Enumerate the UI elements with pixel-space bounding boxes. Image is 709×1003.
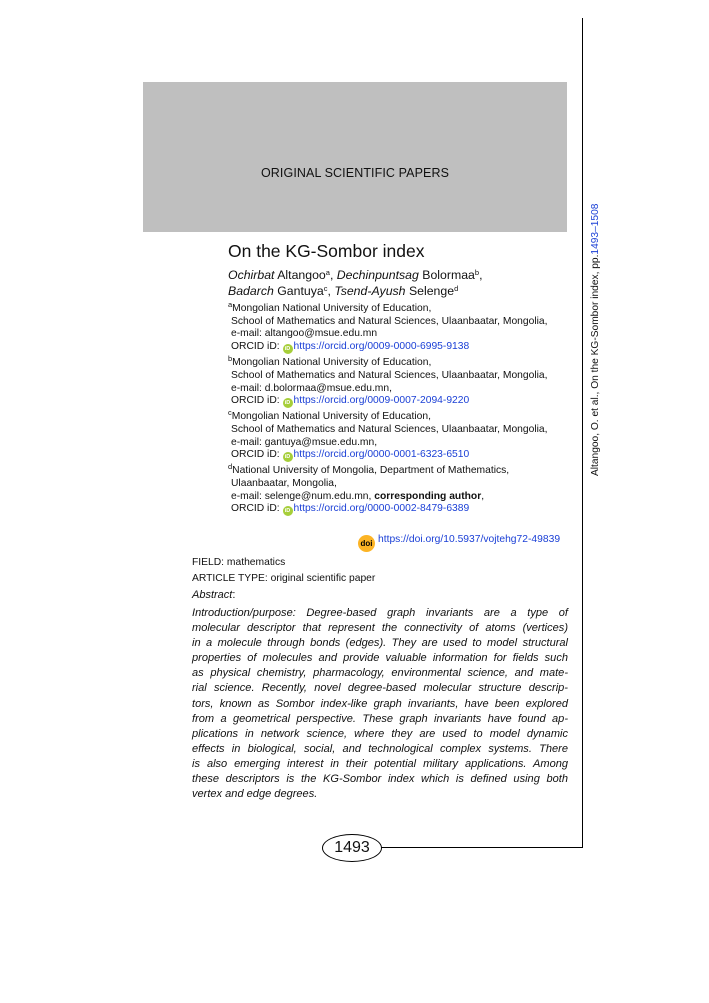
paper-title: On the KG-Sombor index <box>228 241 425 261</box>
affil-address: School of Mathematics and Natural Sciences, Ulaanbaatar, Mongolia, <box>231 315 548 327</box>
author-last-name: Selenge <box>405 284 455 298</box>
author-separator: , <box>327 284 335 298</box>
abstract-line: tors, known as Sombor index-like graph invariants, have been explored <box>192 697 568 710</box>
abstract-line: Introduction/purpose: Degree-based graph invariants are a type of <box>192 607 568 619</box>
author-separator: , <box>329 268 337 282</box>
author-separator: , <box>479 268 483 282</box>
affil-institution: Mongolian National University of Education, <box>232 303 432 314</box>
orcid-label: ORCID iD: <box>231 449 283 461</box>
author-first-name: Ochirbat <box>228 268 275 282</box>
abstract-heading-colon: : <box>232 589 236 601</box>
affil-marker: b <box>228 354 233 364</box>
author-line-2 <box>228 283 482 299</box>
affiliation-b <box>228 354 573 408</box>
orcid-icon: iD <box>283 452 293 462</box>
article-type-label: ARTICLE TYPE: original scientific paper <box>192 572 376 584</box>
author-last-name: Altangoo <box>274 268 326 282</box>
page-number: 1493 <box>322 834 382 862</box>
affil-institution: Mongolian National University of Education, <box>232 357 432 369</box>
running-head <box>590 76 602 476</box>
abstract-body <box>192 606 568 802</box>
author-list <box>228 267 482 299</box>
author-last-name: Gantuya <box>273 284 324 298</box>
author-affil-marker: d <box>454 284 459 293</box>
abstract-line: effects in biological, social, and technological complex systems. There <box>192 742 568 755</box>
affiliation-c <box>228 408 573 462</box>
affil-institution: National University of Mongolia, Department of Mathematics, <box>232 465 510 477</box>
orcid-label: ORCID iD: <box>231 503 283 515</box>
affil-marker: c <box>228 408 232 418</box>
affil-institution: Mongolian National University of Education, <box>231 411 431 423</box>
orcid-link[interactable]: https://orcid.org/0009-0007-2094-9220 <box>293 395 470 407</box>
doi-link[interactable]: https://doi.org/10.5937/vojtehg72-49839 <box>378 534 561 545</box>
affil-email[interactable]: e-mail: d.bolormaa@msue.edu.mn, <box>231 382 392 394</box>
page-number-rule <box>381 847 583 848</box>
affil-email[interactable]: e-mail: selenge@num.edu.mn, <box>231 490 375 502</box>
running-head-text: Altangoo, O. et al., On the KG-Sombor index, pp. <box>590 254 601 476</box>
abstract-heading <box>192 589 235 601</box>
author-first-name: Dechinpuntsag <box>336 268 419 282</box>
affil-address: Ulaanbaatar, Mongolia, <box>231 478 337 490</box>
field-label: FIELD: mathematics <box>192 557 286 568</box>
doi-line <box>358 534 560 552</box>
abstract-line: from a geometrical perspective. These graph invariants have found ap- <box>192 712 568 725</box>
orcid-link[interactable]: https://orcid.org/0009-0000-6995-9138 <box>293 341 470 353</box>
doi-icon: doi <box>358 535 375 552</box>
affil-marker: a <box>228 300 233 309</box>
abstract-line: rial science. Recently, novel degree-based molecular structure descrip- <box>192 682 568 695</box>
abstract-line: these descriptors is the KG-Sombor index which is defined using both <box>192 773 568 786</box>
affil-email[interactable]: e-mail: altangoo@msue.edu.mn <box>231 328 378 340</box>
author-first-name: Tsend-Ayush <box>334 284 406 298</box>
abstract-line: in a molecule through bonds (edges). They are used to model structural <box>192 637 568 650</box>
section-banner <box>143 82 567 232</box>
author-first-name: Badarch <box>228 284 274 298</box>
affil-marker: d <box>228 462 233 472</box>
abstract-heading-text: Abstract <box>192 589 233 601</box>
affil-address: School of Mathematics and Natural Sciences, Ulaanbaatar, Mongolia, <box>231 369 548 381</box>
author-last-name: Bolormaa <box>418 268 475 282</box>
margin-rule <box>582 18 583 848</box>
article-meta <box>192 555 375 586</box>
orcid-icon: iD <box>283 506 293 516</box>
author-line-1 <box>228 267 482 283</box>
running-head-pages[interactable]: 1493–1508 <box>590 203 601 255</box>
orcid-label: ORCID iD: <box>231 395 283 407</box>
affiliations <box>228 300 573 519</box>
orcid-link[interactable]: https://orcid.org/0000-0001-6323-6510 <box>293 449 470 461</box>
author-affil-marker: c <box>323 284 328 293</box>
corresponding-author-label: corresponding author <box>374 490 482 502</box>
abstract-line: plications in network science, where they are used to model dynamic <box>192 727 568 740</box>
abstract-line: vertex and edge degrees. <box>192 788 318 801</box>
orcid-link[interactable]: https://orcid.org/0000-0002-8479-6389 <box>293 503 470 515</box>
author-affil-marker: b <box>474 268 480 277</box>
abstract-line: as physical chemistry, pharmacology, environmental science, and mate- <box>192 667 568 680</box>
affiliation-d <box>228 462 573 516</box>
section-banner-text: ORIGINAL SCIENTIFIC PAPERS <box>260 166 450 180</box>
affil-address: School of Mathematics and Natural Sciences, Ulaanbaatar, Mongolia, <box>231 423 548 435</box>
orcid-label: ORCID iD: <box>231 341 283 353</box>
orcid-icon: iD <box>283 398 293 408</box>
author-affil-marker: a <box>325 268 330 277</box>
affiliation-a <box>228 300 573 354</box>
affil-email[interactable]: e-mail: gantuya@msue.edu.mn, <box>231 436 378 448</box>
abstract-line: properties of molecules and provide valuable information for fields such <box>192 652 568 665</box>
abstract-line: molecular descriptor that represent the connectivity of atoms (vertices) <box>192 622 568 635</box>
orcid-icon: iD <box>283 344 293 354</box>
abstract-line: is also emerging interest in their potential military applications. Among <box>192 757 568 770</box>
affil-email-tail: , <box>481 490 485 502</box>
